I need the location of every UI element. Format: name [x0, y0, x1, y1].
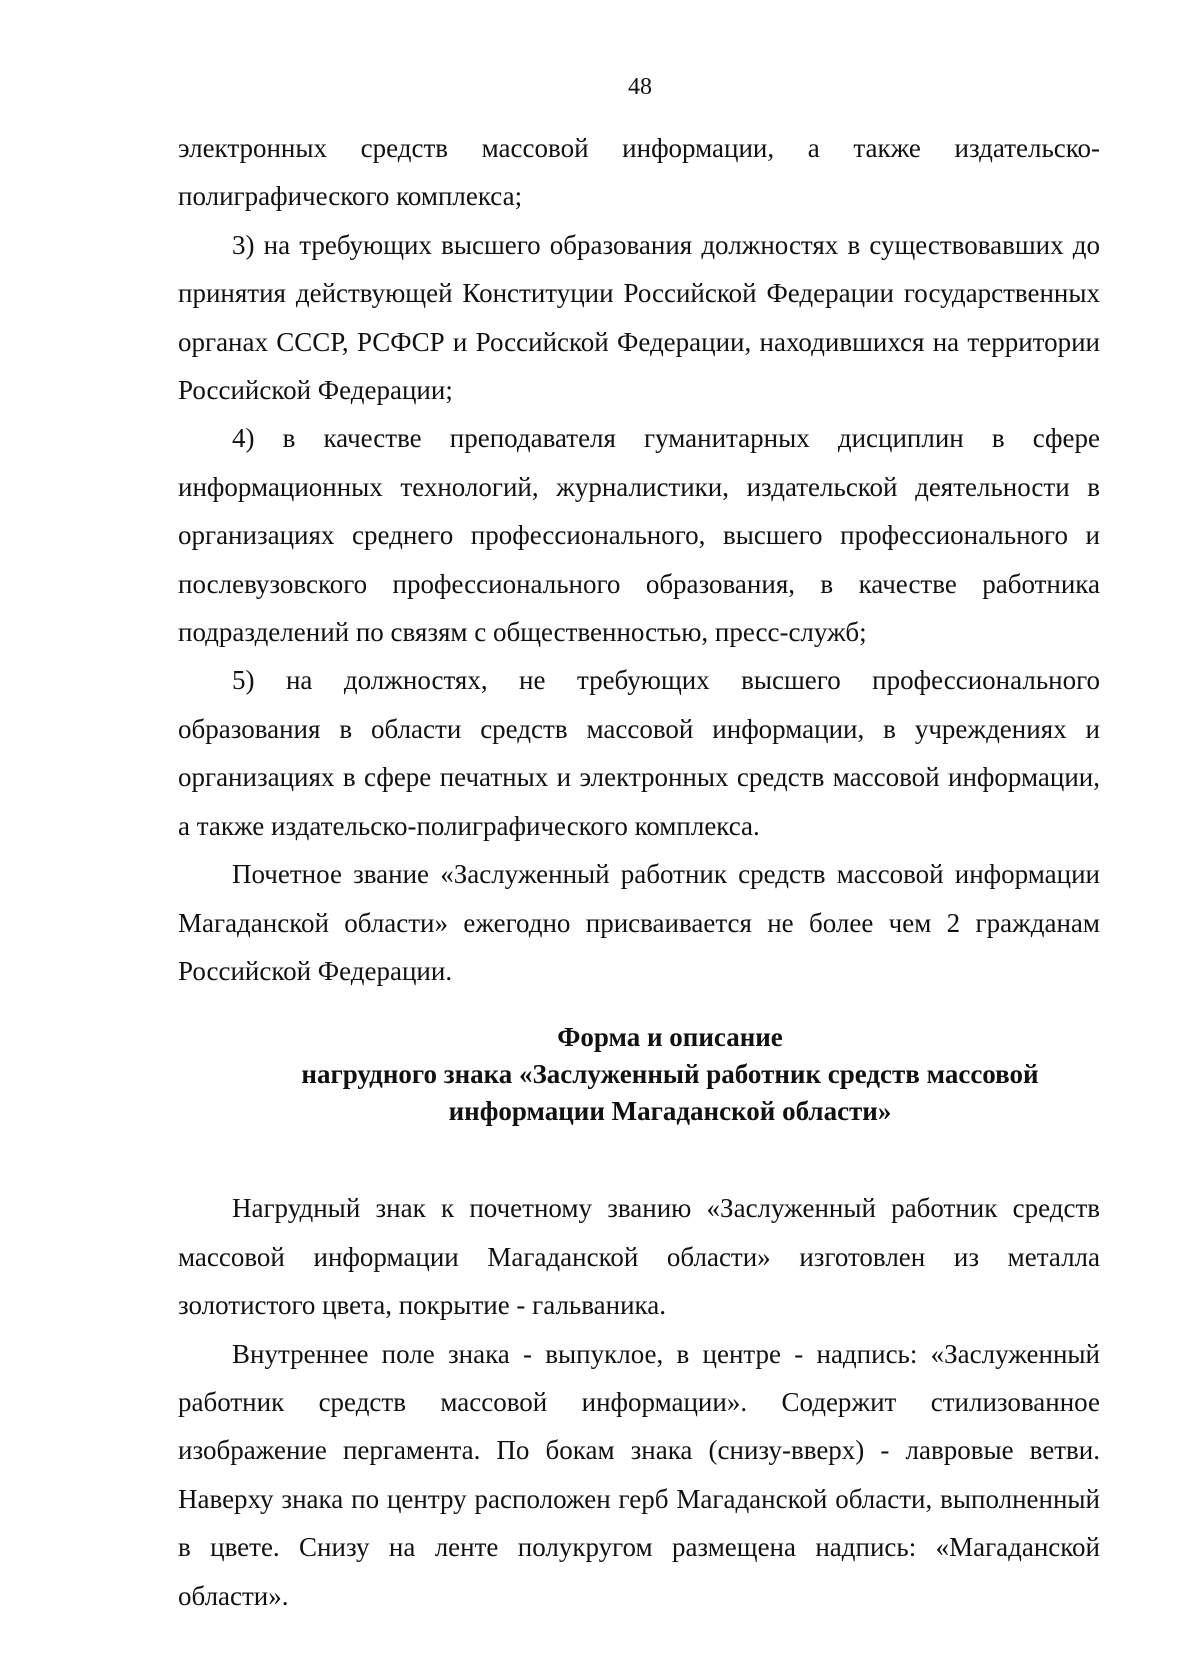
paragraph-item-5: 5) на должностях, не требующих высшего профессионального образования в области средств массовой информации, в учреждениях и организациях в сфере печатных и электронных средств массовой информации, а также издательско-полиграфического комплекса.	[178, 665, 1100, 841]
section-heading	[178, 1019, 1100, 1130]
page-number: 48	[628, 74, 652, 100]
section-heading-line-2: нагрудного знака «Заслуженный работник средств массовой	[301, 1059, 1039, 1090]
paragraph-badge-description: Внутреннее поле знака - выпуклое, в центре - надпись: «Заслуженный работник средств массовой информации». Содержит стилизованное изображение пергамента. По бокам знака (снизу-вверх) - лавровые ветви. Наверху знака по центру расположен герб Магаданской области, выполненный в цвете. Снизу на ленте полукругом размещена надпись: «Магаданской области».	[178, 1338, 1100, 1611]
section-heading-line-3: информации Магаданской области»	[448, 1096, 892, 1127]
paragraph-honorary-title: Почетное звание «Заслуженный работник средств массовой информации Магаданской области» ежегодно присваивается не более чем 2 гражданам Российской Федерации.	[178, 859, 1100, 986]
paragraph-continuation: электронных средств массовой информации, а также издательско-полиграфического комплекса;	[178, 133, 1100, 212]
paragraph-badge-material: Нагрудный знак к почетному званию «Заслуженный работник средств массовой информации Магаданской области» изготовлен из металла золотистого цвета, покрытие - гальваника.	[178, 1193, 1100, 1321]
page-content	[178, 124, 1100, 1620]
paragraph-item-4: 4) в качестве преподавателя гуманитарных дисциплин в сфере информационных технологий, журналистики, издательской деятельности в организациях среднего профессионального, высшего профессионального и послевузовского профессионального образования, в качестве работника подразделений по связям с общественностью, пресс-служб;	[178, 423, 1100, 648]
paragraph-item-3: 3) на требующих высшего образования должностях в существовавших до принятия действующей Конституции Российской Федерации государственных органах СССР, РСФСР и Российской Федерации, находившихся на территории Российской Федерации;	[178, 229, 1100, 406]
section-heading-line-1: Форма и описание	[557, 1022, 783, 1053]
